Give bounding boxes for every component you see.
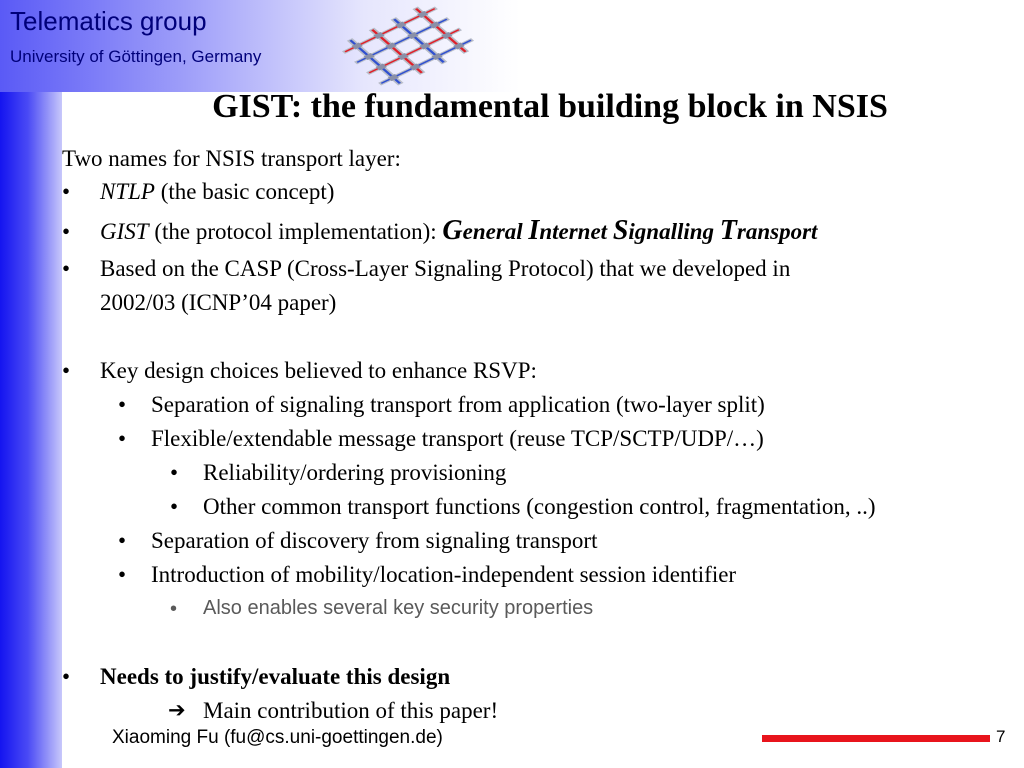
page-number: 7 bbox=[996, 727, 1006, 746]
expansion-initial: T bbox=[719, 215, 737, 246]
bullet-gist bbox=[100, 215, 817, 247]
intro-text: Two names for NSIS transport layer: bbox=[62, 146, 401, 171]
sub-mobility: Introduction of mobility/location-independent session identifier bbox=[151, 562, 737, 587]
bullet-justify: Needs to justify/evaluate this design bbox=[100, 664, 451, 689]
gist-term: GIST bbox=[100, 219, 149, 244]
expansion-word: eneral bbox=[462, 219, 529, 244]
bullet-casp-line2: 2002/03 (ICNP’04 paper) bbox=[100, 290, 337, 315]
bullet-marker: • bbox=[170, 494, 179, 519]
subsub-security: Also enables several key security properties bbox=[203, 597, 594, 619]
arrow-right-icon: ➔ bbox=[168, 698, 186, 722]
bullet-marker: • bbox=[62, 219, 71, 244]
expansion-initial: I bbox=[528, 215, 540, 246]
footer-author: Xiaoming Fu (fu@cs.uni-goettingen.de) bbox=[112, 727, 443, 748]
bullet-key-design: Key design choices believed to enhance RSVP: bbox=[100, 358, 537, 383]
subsub-reliability: Reliability/ordering provisioning bbox=[203, 460, 507, 485]
expansion-initial: G bbox=[442, 215, 463, 246]
bullet-casp-line1: Based on the CASP (Cross-Layer Signaling Protocol) that we developed in bbox=[100, 256, 791, 281]
expansion-word: ransport bbox=[736, 219, 818, 244]
ntlp-description: (the basic concept) bbox=[154, 179, 335, 204]
bullet-marker: • bbox=[62, 179, 71, 204]
sub-separation-discovery: Separation of discovery from signaling transport bbox=[151, 528, 598, 553]
slide-title: GIST: the fundamental building block in NSIS bbox=[212, 88, 888, 125]
bullet-marker: • bbox=[118, 392, 127, 417]
university-name: University of Göttingen, Germany bbox=[10, 47, 262, 66]
bullet-marker: • bbox=[118, 562, 127, 587]
expansion-word: nternet bbox=[539, 219, 613, 244]
bullet-marker: • bbox=[62, 358, 71, 383]
bullet-marker: • bbox=[118, 426, 127, 451]
gist-description: (the protocol implementation): bbox=[148, 219, 443, 244]
org-name: Telematics group bbox=[10, 6, 207, 36]
expansion-initial: S bbox=[612, 215, 629, 246]
bullet-marker: • bbox=[62, 256, 71, 281]
bullet-marker: • bbox=[170, 598, 178, 620]
bullet-marker: • bbox=[170, 460, 179, 485]
bullet-ntlp bbox=[100, 179, 334, 205]
gist-expansion bbox=[442, 215, 818, 246]
bullet-marker: • bbox=[62, 664, 71, 689]
footer-accent-bar bbox=[762, 735, 990, 742]
bullet-marker: • bbox=[118, 528, 127, 553]
contribution-text: Main contribution of this paper! bbox=[203, 698, 499, 723]
sub-flexible-transport: Flexible/extendable message transport (reuse TCP/SCTP/UDP/…) bbox=[151, 426, 764, 451]
ntlp-term: NTLP bbox=[100, 179, 155, 204]
sub-separation-transport: Separation of signaling transport from application (two-layer split) bbox=[151, 392, 765, 417]
left-gradient-band bbox=[0, 0, 62, 768]
subsub-other-functions: Other common transport functions (congestion control, fragmentation, ..) bbox=[203, 494, 876, 519]
expansion-word: ignalling bbox=[628, 219, 720, 244]
network-grid-logo-icon bbox=[338, 2, 478, 94]
